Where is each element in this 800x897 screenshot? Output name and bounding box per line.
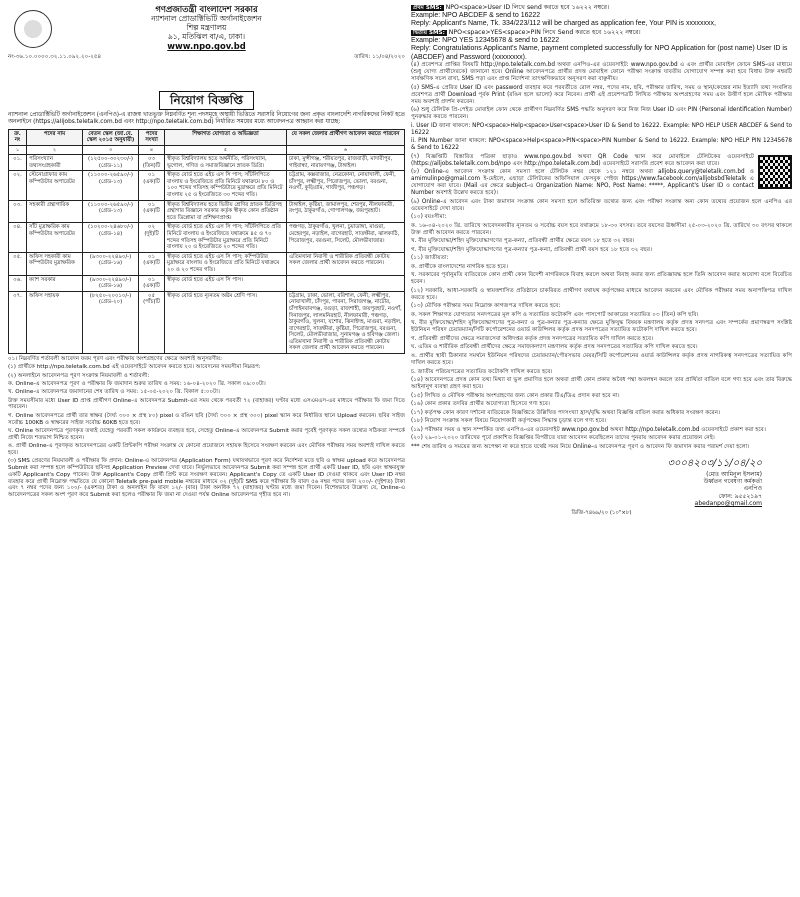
instruction-paragraph: i. User ID জানা থাকলে: NPO<space>Help<space>User<space>User ID & Send to 16222. Example: NPO HELP USER ABCDEF & Send to 16222 (410, 122, 792, 136)
posts-table (8, 129, 405, 354)
instruction-paragraph: (৮) Online-এ আবেদন সংক্রান্ত কোন সমস্যা হলে টেলিটক নম্বর থেকে ১২১ নম্বরে অথবা alljobs.query@teletalk.com.bd ও amimulinpo@gmail.com ই-মেইলে, এছাড়া টেলিটকের অফিসিয়াল ফেসবুক পেইজ https://www.facebook.com/alljobsbdTeletalk এ যোগাযোগ করা যাবে। (Mail এর ক্ষেত্রে subject-এ Organization Name: NPO, Post Name: *****, Applicant's User ID ও contact Number অবশ্যই উল্লেখ করতে হবে)। (410, 169, 754, 197)
instruction-paragraph: খ. বীর মুক্তিযোদ্ধা/শহিদ মুক্তিযোদ্ধাগণের পুত্র-কন্যা ও পুত্র-কন্যার পুত্র-কন্যার ক্ষেত্রে মুক্তিযুদ্ধ বিষয়ক মন্ত্রণালয় কর্তৃক প্রদত্ত সনদপত্র এবং সম্পর্কের প্রমাণস্বরূপ সংশ্লিষ্ট ইউনিয়ন পরিষদ চেয়ারম্যান/সিটি কর্পোরেশনের ওয়ার্ড কাউন্সিলর কর্তৃক প্রদত্ত সনদপত্রের সত্যায়িত ফটোকপি দাখিল করতে হবে। (410, 320, 792, 334)
sms-example-2: Example: NPO YES 12345678 & send to 16222 (410, 36, 560, 44)
instruction-paragraph: ii. PIN Number জানা থাকলে: NPO<space>Help<space>PIN<space>PIN Number & Send to 16222. Example: NPO HELP PIN 12345678 & Send to 16222 (410, 138, 792, 152)
table-cell: (১০২০০-২৪৬৮০/-) (গ্রেড-১৪) (83, 223, 139, 252)
table-cell: পঞ্চগড়, ঠাকুরগাঁও, খুলনা, চুয়াডাঙ্গা, মাগুরা, মেহেরপুর, নড়াইল, বাগেরহাট, সাতক্ষীরা, ঝালকাঠি, পিরোজপুর, বরগুনা, সিলেট, মৌলভীবাজার। (287, 223, 405, 252)
signatory-designation: উর্ধ্বতন গবেষণা কর্মকর্তা (703, 477, 762, 485)
instruction-paragraph: (১৯) পরীক্ষার সময় ও স্থান সম্পর্কিত তথ্য এনপিও-এর ওয়েবসাইট www.npo.gov.bd অথবা http://npo.teletalk.com.bd ওয়েবসাইটে প্রকাশ করা হবে। (410, 426, 766, 433)
table-cell: ০২. (9, 171, 27, 200)
signature-block (411, 458, 792, 507)
instruction-paragraph: ঙ. প্রার্থীর স্থায়ী ঠিকানার সমর্থনে ইউনিয়ন পরিষদের চেয়ারম্যান/পৌরসভার মেয়র/সিটি কর্পোরেশনের ওয়ার্ড কাউন্সিলর কর্তৃক প্রদত্ত নাগরিকত্ব সনদপত্রের সত্যায়িত কপি দাখিল করতে হবে। (410, 353, 792, 366)
table-cell: (১১০০০-২৬৫৯০/-) (গ্রেড-১৩) (83, 200, 139, 223)
table-cell: অফিস সহায়ক (27, 291, 83, 353)
table-cell: (৯৩০০-২২৪৯০/-) (গ্রেড-১৬) (83, 275, 139, 291)
table-cell: (৮২৫০-২০০১০/-) (গ্রেড-২০) (83, 291, 139, 353)
note-paragraph: গ. Online আবেদনপত্রে প্রার্থী তার স্বাক্ষর (দৈর্ঘ্য ৩০০ × প্রস্থ ৮০) pixel ও রঙিন ছবি (দৈর্ঘ্য ৩০০ × প্রস্থ ৩০০) pixel স্ক্যান করে নির্ধারিত স্থানে Upload করবেন। ছবির সাইজ সর্বোচ্চ 100KB ও স্বাক্ষরের সাইজ সর্বোচ্চ 60KB হতে হবে। (8, 412, 405, 426)
instruction-paragraph: (১৮) নিয়োগ সংক্রান্ত সকল বিষয়ে নিয়োগকারী কর্তৃপক্ষের সিদ্ধান্ত চূড়ান্ত বলে গণ্য হবে। (410, 418, 607, 425)
table-cell: ০১ (এক)টি (139, 275, 165, 291)
table-cell: স্বীকৃত বিশ্ববিদ্যালয় হতে অর্থনীতি, পরিসংখ্যান, ভূগোল, গণিত ও সমাজবিজ্ঞানে স্নাতক ডিগ্রি। (165, 155, 287, 171)
col-number: ৩ (83, 145, 139, 154)
header-line-2: ন্যাশনাল প্রোডাক্টিভিটি অর্গানাইজেশন (151, 14, 262, 24)
instruction-paragraph: (১৪) আবেদনপত্রে প্রদত্ত কোন তথ্য মিথ্যা বা ভুল প্রমাণিত হলে অথবা প্রার্থী কোন প্রকার অবৈধ পন্থা অবলম্বন করলে তার প্রার্থিতা বাতিল বলে গণ্য হবে এবং তার বিরুদ্ধে আইনানুগ ব্যবস্থা গ্রহণ করা হবে। (410, 377, 792, 391)
table-cell: ০১ (এক)টি (139, 171, 165, 200)
instruction-paragraph: ক. প্রার্থীকে বাংলাদেশের নাগরিক হতে হবে। (410, 263, 509, 270)
instruction-paragraph: (১২) সরকারি, আধা-সরকারি ও স্বায়ত্তশাসিত প্রতিষ্ঠানে চাকরিরত প্রার্থীগণ যথাযথ কর্তৃপক্ষের মাধ্যমে আবেদন করবেন এবং মৌখিক পরীক্ষার সময় অনাপত্তিপত্র দাখিল করতে হবে। (410, 287, 792, 301)
table-row (9, 275, 405, 291)
note-paragraph: (৩) SMS প্রেরণের নিয়মাবলী ও পরীক্ষার ফি প্রদান: Online-এ আবেদনপত্র (Application Form) যথাযথভাবে পূরণ করে নির্দেশনা মতে ছবি ও স্বাক্ষর upload করে আবেদনপত্র Submit করা সম্পন্ন হলে কম্পিউটারে ছবিসহ Application Preview দেখা যাবে। নির্ভুলভাবে আবেদনপত্র Submit করা সম্পন্ন হলে প্রার্থী একটি User ID, ছবি এবং স্বাক্ষরযুক্ত একটি Applicant's Copy পাবেন। উক্ত Applicant's Copy প্রার্থী প্রিন্ট করে সংরক্ষণ করবেন। Applicant's Copy তে একটি User ID দেওয়া থাকবে এবং User ID নম্বর ব্যবহার করে প্রার্থী নিম্নোক্ত পদ্ধতিতে যে কোনো Teletalk pre-paid mobile নম্বরের মাধ্যমে ০২ (দুই)টি SMS করে পরীক্ষার ফি বাবদ ৫৬ নম্বর পদের জন্য ২০০/- (দুইশত) টাকা এবং ৭ নম্বর পদের জন্য ১০০/- (একশত) টাকা ও অনলাইন ফি বাবদ ১২/- (বার) টাকা অনধিক ৭২ (বাহাত্তর) ঘণ্টার মধ্যে জমা দিবেন। বিশেষভাবে উল্লেখ্য যে, Online-এ আবেদনপত্রের সকল অংশ পূরণ করে Submit করা হলেও পরীক্ষার ফি জমা না দেওয়া পর্যন্ত Online আবেদনপত্র গৃহীত হবে না। (8, 458, 405, 499)
memo-line (8, 54, 405, 61)
right-column (411, 4, 792, 893)
table-number-row (9, 145, 405, 154)
header-line-3: শিল্প মন্ত্রণালয় (186, 23, 227, 33)
instruction-paragraph: (৭) বিজ্ঞপ্তিটি বিস্তারিত পত্রিকা ছাড়াও www.npo.gov.bd অথবা QR Code স্ক্যান করে মোবাইলে টেলিটকের ওয়েবসাইটে (https://alljobs.teletalk.com.bd/npo এবং http://npo.teletalk.com.bd) ওয়েবসাইটে সরাসরি প্রবেশ করে আবেদন করা যাবে। (410, 153, 754, 167)
table-header-row (9, 129, 405, 145)
qr-code-icon[interactable] (758, 155, 792, 189)
instruction-paragraph: খ. সরকারের পূর্বানুমতি ব্যতিরেকে কোন প্রার্থী কোন বিদেশী নাগরিককে বিবাহ করলে অথবা বিবাহ করার জন্য প্রতিজ্ঞাবদ্ধ হলে তিনি আবেদন করার অযোগ্য বলে বিবেচিত হবেন। (410, 272, 792, 286)
sms-instruction-1: NPO<space>User ID লিখে send করতে হবে ১৬২২২ নম্বরে। (445, 4, 610, 11)
table-header-cell: বেতন স্কেল (জা.বে. স্কেল ২০১৫ অনুযায়ী) (83, 129, 139, 145)
sms-label-2: দ্বিতীয় SMS: (412, 29, 445, 36)
col-number: ২ (27, 145, 83, 154)
left-column (8, 4, 405, 893)
table-cell: ০১. (9, 155, 27, 171)
note-paragraph: খ. Online-এ আবেদনপত্র জমাদানের শেষ তারিখ ও সময়: ১৫-০৫-২০২০ খ্রি. বিকাল ৫:০০টা। (8, 389, 220, 396)
signatory-org: এনপিও (743, 485, 762, 493)
sms-instruction-2: NPO<space>YES<space>PIN লিখে Send করতে হবে ১৬২২২ নম্বরে। (448, 28, 641, 36)
table-cell: স্বীকৃত বোর্ড হতে এইচ এস সি পাস; সাঁটলিপিতে বাংলায় ও ইংরেজিতে প্রতি মিনিটে যথাক্রমে ৮০ ও ১০০ শব্দের গতিসহ কম্পিউটারে মুদ্রাক্ষরে প্রতি মিনিটে বাংলায় ২৫ ও ইংরেজিতে ৩০ শব্দের গতি। (165, 171, 287, 200)
table-cell (287, 275, 405, 291)
table-cell: স্টেনোগ্রাফার কাম কম্পিউটার অপারেটর (27, 171, 83, 200)
note-paragraph: ঙ. প্রার্থী Online-এ পূরণকৃত আবেদনপত্রের একটি প্রিন্টকপি পরীক্ষা সংক্রান্ত যে কোনো প্রয়োজনে সহায়ক হিসেবে সংরক্ষণ করবেন এবং মৌখিক পরীক্ষার সময় অবশ্যই দাখিল করতে হবে। (8, 443, 405, 456)
note-paragraph: (২) অনলাইনে আবেদনপত্র পূরণ সংক্রান্ত নিয়মাবলী ও শর্তাবলী: (8, 372, 150, 379)
page-title: নিয়োগ বিজ্ঞপ্তি (159, 91, 254, 110)
header (8, 4, 405, 88)
memo-number: নং-৩৬.১০.০০০০.৩২.১১.০৯২.২০-২৫৪ (8, 53, 102, 60)
instruction-paragraph: (১৩) মৌখিক পরীক্ষার সময় নিম্নোক্ত কাগজপত্র দাখিল করতে হবে: (410, 303, 561, 310)
col-number: ৫ (165, 145, 287, 154)
table-cell: পরিসংখ্যান তথ্যসংগ্রহকারী (27, 155, 83, 171)
sms-label-1: প্রথম SMS: (412, 5, 442, 11)
instruction-paragraph: (১০) বয়ঃসীমা: (410, 214, 447, 221)
col-number: ১ (9, 145, 27, 154)
table-cell: (১১০০০-২৬৫৯০/-) (গ্রেড-১৩) (83, 171, 139, 200)
instruction-paragraph: (২০) ২৯-০১-২০২০ তারিখের পূর্বে প্রকাশিত বিজ্ঞপ্তির বিপরীতে যারা আবেদন করেছিলেন তাদের পুনরায় আবেদন করার প্রয়োজন নেই। (410, 435, 715, 442)
table-cell: চট্টগ্রাম, কক্সবাজার, নেত্রকোনা, নোয়াখালী, ফেনী, চাঁদপুর, লক্ষ্মীপুর, পিরোজপুর, ভোলা, বরগুনা, নওগাঁ, কুড়িগ্রাম, গাজীপুর, পঞ্চগড়। (287, 171, 405, 200)
table-cell: টাঙ্গাইল, কুষ্টিয়া, জামালপুর, শেরপুর, নীলফামারী, রংপুর, ঠাকুরগাঁও, গোপালগঞ্জ, জয়পুরহাট। (287, 200, 405, 223)
table-row (9, 155, 405, 171)
table-cell: ০৩. (9, 200, 27, 223)
table-cell: স্বীকৃত বোর্ড হতে এইচ এস সি পাস। (165, 275, 287, 291)
note-paragraph: ক. Online-এ আবেদনপত্র পূরণ ও পরীক্ষার ফি জমাদান শুরুর তারিখ ও সময়: ১৬-০৪-২০২০ খ্রি. সকাল ০৯:০০টা। (8, 381, 266, 387)
instruction-paragraph: *** শেষ তারিখ ও সময়ের জন্য অপেক্ষা না করে হাতে যথেষ্ট সময় নিয়ে Online-এ আবেদনপত্র পূরণ ও আবেদন ফি জমাদান করার পরামর্শ দেয়া হলো। (410, 443, 750, 450)
instruction-paragraph: (১১) জাতীয়তা: (410, 255, 449, 262)
instruction-paragraph: (৬) শুধু টেলিটক প্রি-পেইড মোবাইল ফোন থেকে প্রার্থীগণ নিম্নবর্ণিত SMS পদ্ধতি অনুসরণ করে নিজ নিজ User ID এবং PIN (Personal Identification Number) পুনরুদ্ধার করতে পারবেন। (410, 107, 792, 121)
instruction-paragraph: গ. প্রতিবন্ধী প্রার্থীদের ক্ষেত্রে সমাজসেবা অধিদপ্তর কর্তৃক প্রদত্ত সনদপত্রের সত্যায়িত কপি দাখিল করতে হবে। (410, 335, 654, 342)
signatory-phone: ফোন: ৯৫৫২১৯৭ (718, 492, 762, 500)
instruction-paragraph: খ. বীর মুক্তিযোদ্ধা/শহিদ মুক্তিযোদ্ধাগণের পুত্র-কন্যা, প্রতিবন্ধী প্রার্থীর ক্ষেত্রে বয়স ১৮ হতে ৩২ বছর। (410, 238, 635, 245)
table-row (9, 252, 405, 275)
sms-example-1: Example: NPO ABCDEF & send to 16222 (410, 11, 541, 19)
note-paragraph: ঘ. Online আবেদনপত্রে পূরণকৃত তথ্যই যেহেতু পরবর্তী সকল কার্যক্রমে ব্যবহৃত হবে, সেহেতু Online-এ আবেদনপত্র Submit করার পূর্বেই পূরণকৃত সকল তথ্যের সঠিকতা সম্পর্কে প্রার্থী নিজে শতভাগ নিশ্চিত হবেন। (8, 427, 405, 441)
intro-paragraph: ন্যাশনাল প্রোডাক্টিভিটি অর্গানাইজেশন (এনপিও)-এ রাজস্ব খাতভুক্ত নিম্নবর্ণিত শূন্য পদসমূহে অস্থায়ী ভিত্তিতে সরাসরি নিয়োগের জন্য প্রকৃত বাংলাদেশি নাগরিকদের নিকট হতে অনলাইনে (https://alljobs.teletalk.com.bd এবং http://npo.teletalk.com.bd) নির্ধারিত সময়ের মধ্যে আবেদনপত্র আহ্বান করা যাচ্ছে: (8, 111, 405, 125)
table-cell: ০৫. (9, 252, 27, 275)
memo-date: তারিখ: ১১/০৪/২০২০ (354, 53, 405, 60)
instruction-paragraph: (১৬) কোন প্রকার তদবির প্রার্থীর অযোগ্যতা হিসেবে গণ্য হবে। (410, 401, 550, 408)
instruction-paragraph: (১৭) কর্তৃপক্ষ কোন কারণ দর্শানো ব্যতিরেকে বিজ্ঞপ্তিতে উল্লিখিত পদসংখ্যা হ্রাস/বৃদ্ধি অথবা বিজ্ঞপ্তি বাতিল করার অধিকার সংরক্ষণ করেন। (410, 409, 721, 416)
table-cell: ০১ (এক)টি (139, 200, 165, 223)
table-cell: চট্টগ্রাম, ঢাকা, ভোলা, বরিশাল, ফেনী, লক্ষ্মীপুর, নোয়াখালী, চাঁদপুর, পাবনা, সিরাজগঞ্জ, নাটোর, চাঁপাইনবাবগঞ্জ, বগুড়া, রাজশাহী, জয়পুরহাট, নওগাঁ, দিনাজপুর, লালমনিরহাট, নীলফামারী, পঞ্চগড়, ঠাকুরগাঁও, খুলনা, যশোর, ঝিনাইদহ, মাগুরা, নড়াইল, বাগেরহাট, সাতক্ষীরা, কুষ্টিয়া, পিরোজপুর, বরগুনা, সিলেট, মৌলভীবাজার, সুনামগঞ্জ ও হবিগঞ্জ জেলা। এতিমখানা নিবাসী ও শারীরিক প্রতিবন্ধী কোটায় সকল জেলার প্রার্থী আবেদন করতে পারবেন। (287, 291, 405, 353)
header-website-link[interactable]: www.npo.gov.bd (167, 41, 246, 52)
note-paragraph: (১) প্রার্থীকে http://npo.teletalk.com.bd এই ওয়েবসাইটে আবেদন করতে হবে। আবেদনের সময়সীমা নিম্নরূপ: (8, 364, 261, 371)
signatory-name: (মোঃ আমিনুল ইসলাম) (706, 470, 762, 478)
table-cell: সাঁট মুদ্রাক্ষরিক কাম কম্পিউটার অপারেটর (27, 223, 83, 252)
table-header-cell: পদের নাম (27, 129, 83, 145)
header-line-1: গণপ্রজাতন্ত্রী বাংলাদেশ সরকার (155, 4, 258, 14)
sms-block (411, 4, 792, 62)
dg-number: ডিজি-৭৪৬৯/২০ (১০"×৮) (571, 510, 632, 517)
table-cell: স্বীকৃত বিশ্ববিদ্যালয় হতে দ্বিতীয় শ্রেণির স্নাতক ডিগ্রিসহ গ্রন্থাগার বিজ্ঞানে সরকার কর্তৃক স্বীকৃত কোন প্রতিষ্ঠান হতে ডিপ্লোমা বা প্রশিক্ষণপ্রাপ্ত। (165, 200, 287, 223)
note-paragraph: ০১। নিম্নবর্ণিত শর্তাবলী আবেদন ফরম পূরণ এবং পরীক্ষায় অংশগ্রহণের ক্ষেত্রে অবশ্যই অনুসরণীয়: (8, 356, 223, 363)
instruction-paragraph: ঘ. এতিম ও শারীরিক প্রতিবন্ধী প্রার্থীদের ক্ষেত্রে সমাজকল্যাণ মন্ত্রণালয় কর্তৃক প্রদত্ত সনদপত্রের সত্যায়িত কপি দাখিল করতে হবে। (410, 344, 698, 351)
col-number: ৪ (139, 145, 165, 154)
table-cell: অফিস সহকারী কাম কম্পিউটার মুদ্রাক্ষরিক (27, 252, 83, 275)
left-notes (8, 356, 405, 500)
note-paragraph: উক্ত সময়সীমার মধ্যে User ID প্রাপ্ত প্রার্থীগণ Online-এ আবেদনপত্র Submit-এর সময় থেকে পরবর্তী ৭২ (বাহাত্তর) ঘণ্টার মধ্যে এসএমএস-এর মাধ্যমে পরীক্ষার ফি জমা দিতে পারবেন। (8, 397, 405, 411)
table-row (9, 291, 405, 353)
table-cell: (৯৩০০-২২৪৯০/-) (গ্রেড-১৬) (83, 252, 139, 275)
instruction-paragraph: ক. ১৬-০৪-২০২০ খ্রি. তারিখে আবেদনকারীর ন্যূনতম ও সর্বোচ্চ বয়স হবে যথাক্রমে ১৮-৩০ বৎসর। তবে বয়সের ঊর্ধ্বসীমা ২৫-০৩-২০২০ খ্রি. তারিখে ৩০ বৎসর থাকলে উক্ত প্রার্থী আবেদন করতে পারবেন। (410, 222, 792, 236)
table-cell: স্বীকৃত বোর্ড হতে ন্যূনতম অষ্টম শ্রেণি পাস। (165, 291, 287, 353)
col-number: ৬ (287, 145, 405, 154)
table-cell: ০৩ (তিন)টি (139, 155, 165, 171)
signatory-email[interactable]: abedanpo@gmail.com (694, 499, 762, 507)
table-header-cell: শিক্ষাগত যোগ্যতা ও অভিজ্ঞতা (165, 129, 287, 145)
right-paragraphs (411, 62, 792, 452)
table-cell: স্বীকৃত বোর্ড হতে এইচ এস সি পাস; কম্পিউটার মুদ্রাক্ষরে বাংলায় ও ইংরেজিতে প্রতি মিনিটে যথাক্রমে ২০ ও ২০ শব্দের গতি। (165, 252, 287, 275)
table-row (9, 223, 405, 252)
signature-scribble: ৩০০৪২০৩/১১/০৪/২০ (667, 458, 762, 470)
table-header-cell: ক্র. নং (9, 129, 27, 145)
table-cell: এতিমখানা নিবাসী ও শারীরিক প্রতিবন্ধী কোটায় সকল জেলার প্রার্থী আবেদন করতে পারবেন। (287, 252, 405, 275)
table-header-cell: যে সকল জেলার প্রার্থীগণ আবেদন করতে পারবেন (287, 129, 405, 145)
table-cell: (১২৫০০-৩০২৩০/-) (গ্রেড-১১) (83, 155, 139, 171)
instruction-paragraph: (৪) প্রবেশপত্র প্রাপ্তির বিষয়টি http://npo.teletalk.com.bd অথবা এনপিও-এর ওয়েবসাইট: www.npo.gov.bd এ এবং প্রার্থীর মোবাইল ফোনে SMS-এর মাধ্যমে (শুধু যোগ্য প্রার্থীদেরকে) জানানো হবে। Online আবেদনপত্রে প্রার্থীর প্রদত্ত মোবাইল ফোনে পরীক্ষা সংক্রান্ত যাবতীয় যোগাযোগ সম্পন্ন করা হবে বিধায় উক্ত নম্বরটি সার্বক্ষণিক সচল রাখা, SMS পড়া এবং প্রাপ্ত নির্দেশনা তাৎক্ষণিকভাবে অনুসরণ করা বাঞ্ছনীয়। (410, 62, 792, 83)
table-cell: ০৬. (9, 275, 27, 291)
header-line-4: ৯১, মতিঝিল বা/এ, ঢাকা। (168, 32, 245, 42)
instruction-paragraph: ক. সকল শিক্ষাগত যোগ্যতার সনদপত্রের মূল কপি ও সত্যায়িত ফটোকপি এবং পাসপোর্ট আকারের সত্যায়িত ০৩ (তিন) কপি ছবি। (410, 311, 699, 318)
instruction-paragraph: (৫) SMS-এ প্রেরিত User ID এবং password ব্যবহার করে পরবর্তীতে রোল নম্বর, পদের নাম, ছবি, পরীক্ষার তারিখ, সময় ও স্থান/কেন্দ্রের নাম ইত্যাদি তথ্য সংবলিত প্রবেশপত্র প্রার্থী Download পূর্বক Print (রঙিন হলে ভালো) করে নিবেন। প্রার্থী এই প্রবেশপত্রটি লিখিত পরীক্ষায় অংশগ্রহণের সময় এবং উত্তীর্ণ হলে মৌখিক পরীক্ষার সময় অবশ্যই প্রদর্শন করবেন। (410, 84, 792, 105)
sms-reply-1: Reply: Applicant's Name, Tk. 334/223/112 will be charged as application fee, Your PIN is xxxxxxxx, (410, 20, 716, 28)
table-cell: সহকারী গ্রন্থাগারিক (27, 200, 83, 223)
table-cell: ০২ (দুই)টি (139, 223, 165, 252)
table-row (9, 171, 405, 200)
government-logo-icon (14, 10, 52, 48)
table-cell: ক্যাশ সরকার (27, 275, 83, 291)
instruction-paragraph: (৯) Online-এ আবেদন এবং টাকা জমাদান সংক্রান্ত কোন সমস্যা হলে অতিরিক্ত তথ্যের জন্য এবং পরীক্ষা সংক্রান্ত অন্য কোন তথ্যের প্রয়োজন হলে এনপিও এর ওয়েবসাইটে দেখা যাবে। (410, 198, 792, 212)
sms-reply-2: Reply: Congratulations Applicant's Name, payment completed successfully for NPO Application for (post name) User ID is (ABCDEF) and Password (xxxxxxxx). (410, 45, 788, 61)
table-row (9, 200, 405, 223)
table-header-cell: পদের সংখ্যা (139, 129, 165, 145)
table-cell: ঢাকা, মুন্সীগঞ্জ, শরীয়তপুর, রাজবাড়ী, মাদারীপুর, গাইবান্ধা, নারায়ণগঞ্জ, টাঙ্গাইল। (287, 155, 405, 171)
table-cell: ০৭. (9, 291, 27, 353)
table-cell: ০৫ (পাঁচ)টি (139, 291, 165, 353)
table-cell: ০৪. (9, 223, 27, 252)
table-cell: ০১ (এক)টি (139, 252, 165, 275)
instruction-paragraph: চ. জাতীয় পরিচয়পত্রের সত্যায়িত ফটোকপি দাখিল করতে হবে। (410, 368, 553, 375)
table-cell: স্বীকৃত বোর্ড হতে এইচ এস সি পাস; সাঁটলিপিতে প্রতি মিনিটে বাংলায় ও ইংরেজিতে যথাক্রমে ৪৫ ও ৭০ শব্দের গতিসহ কম্পিউটার মুদ্রাক্ষরে প্রতি মিনিটে বাংলায় ২০ ও ইংরেজিতে ২০ শব্দের গতি। (165, 223, 287, 252)
instruction-paragraph: গ. বীর মুক্তিযোদ্ধা/শহিদ মুক্তিযোদ্ধাগণের পুত্র-কন্যার পুত্র-কন্যা, প্রতিবন্ধী প্রার্থী বয়স হবে ১৮ হতে ৩২ বছর। (410, 246, 653, 253)
instruction-paragraph: (১৫) লিখিত ও মৌখিক পরীক্ষায় অংশগ্রহণের জন্য কোন প্রকার টিএ/ডিএ প্রদান করা হবে না। (410, 392, 620, 399)
